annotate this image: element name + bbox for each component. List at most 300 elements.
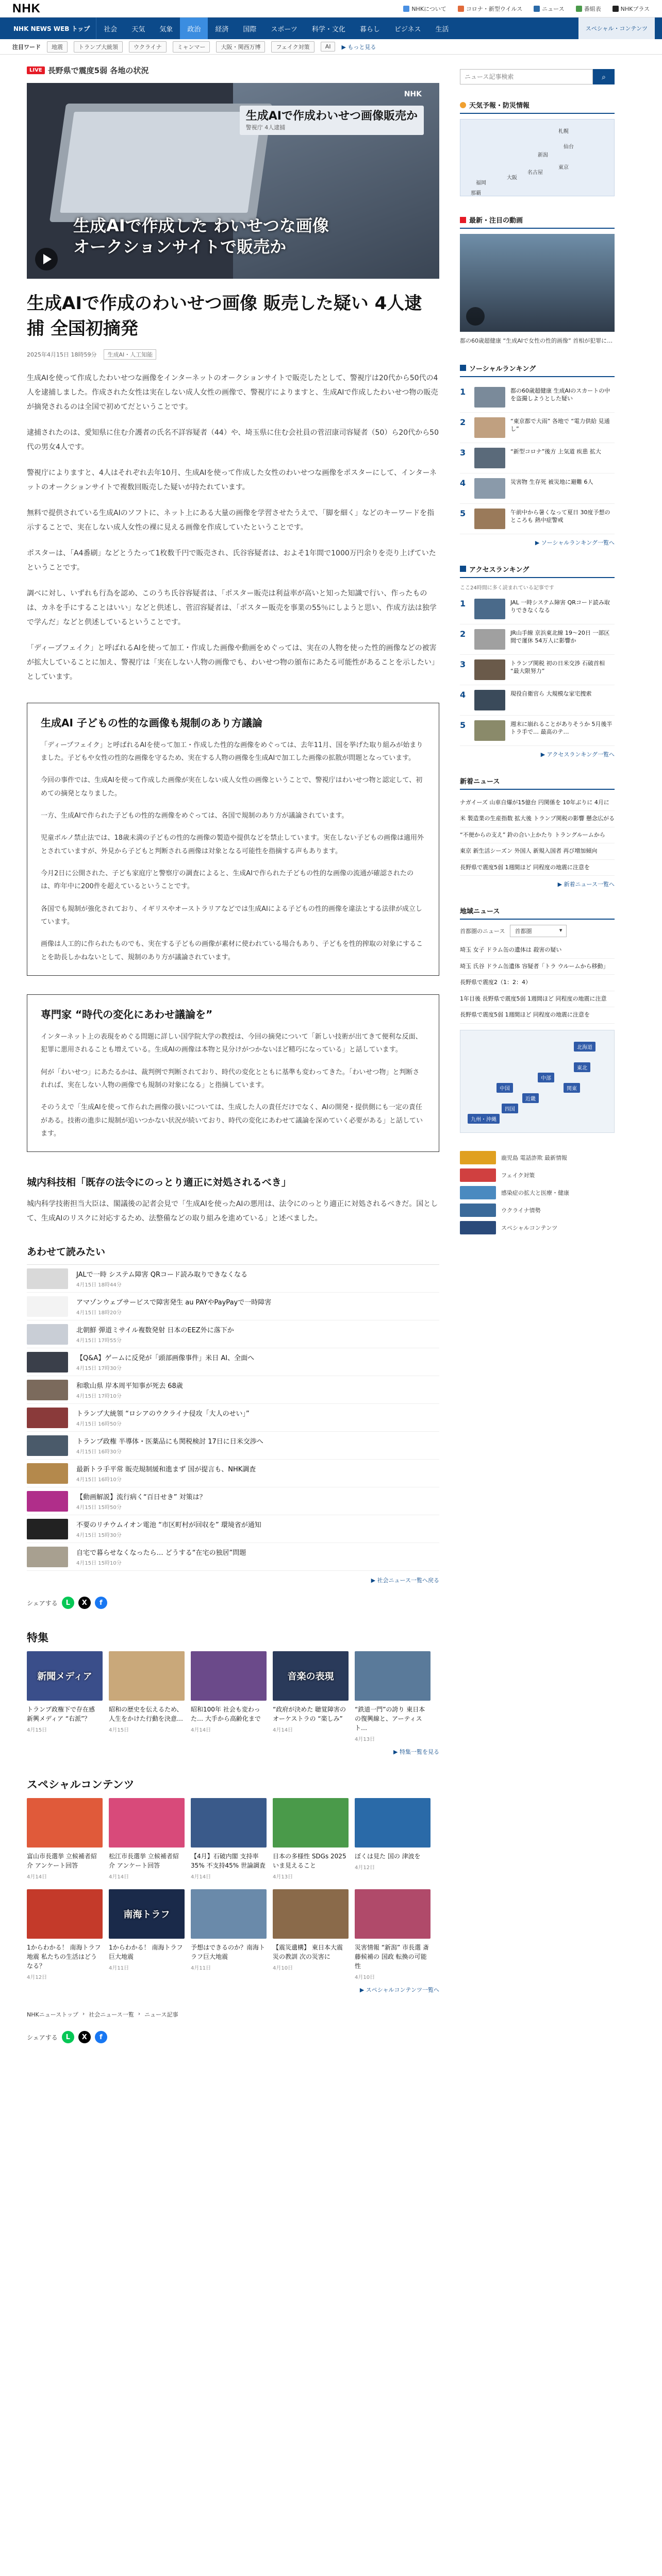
local-news-item[interactable]: 長野県で震度5弱 1週間ほど 同程度の地震に注意を: [460, 1007, 615, 1024]
related-thumbnail: [27, 1463, 68, 1484]
expert-box: [27, 994, 439, 1152]
map-region[interactable]: 東北: [574, 1062, 590, 1072]
x-share-icon[interactable]: X: [78, 1597, 91, 1609]
related-item[interactable]: [27, 1376, 439, 1404]
weather-city: 東京: [558, 165, 569, 171]
feature-card-title: 予想はできるのか？南海トラフ巨大地震: [191, 1944, 266, 1961]
feature-card-title: 昭和100年 社会も変わった… 大手から高齢化まで: [191, 1706, 261, 1723]
local-news-selector: [460, 925, 615, 937]
feature-card[interactable]: [355, 1651, 431, 1742]
feature-card-image: [27, 1889, 103, 1939]
related-thumbnail: [27, 1296, 68, 1317]
article-paragraph: 生成AIを使って作成したわいせつな画像をインターネットのオークションサイトで販売したとして、警視庁は20代から50代の4人を逮捕しました。作成された女性は実在しない成人女性の画像で、警視庁によりますと、生成AIで作成したわいせつ物の販売が摘発されるのは全国で初めてだということです。: [27, 374, 438, 411]
special-cards: [27, 1798, 439, 1880]
ranking-thumbnail: [474, 387, 505, 408]
related-thumbnail: [27, 1435, 68, 1456]
local-news-item[interactable]: 長野県で震度2（1：2：4）: [460, 975, 615, 991]
live-badge: LIVE: [27, 66, 45, 74]
ranking-item[interactable]: [460, 624, 615, 655]
hot-words-label: 注目ワード: [12, 43, 41, 50]
banner-link[interactable]: スペシャルコンテンツ: [460, 1221, 615, 1235]
related-title: 最新トラ手平常 販売規制緩和進まず 国が提言も、NHK調査: [76, 1466, 256, 1474]
expert-paragraph: 何が「わいせつ」にあたるかは、裁判例で判断されており、時代の変化とともに基準も変わってきた。「わいせつ物」と判断されれば、実在しない人物の画像でも規制の対象になる」と指摘しています。: [41, 1068, 420, 1090]
minister-paragraph: 城内科学技術担当大臣は、閣議後の記者会見で「生成AIを使ったAIの悪用は、法令にのっとり適正に対処されるべきだ。国として、生成AIのリスクに対応するため、法整備などの取り組みを進めている」と述べました。: [27, 1200, 438, 1223]
main-column: [27, 65, 439, 2043]
ranking-item[interactable]: [460, 443, 615, 473]
ranking-title: “新型コロナ”後方 上気道 疾患 拡大: [510, 448, 601, 455]
feature-card[interactable]: [273, 1798, 349, 1880]
ranking-item[interactable]: [460, 413, 615, 443]
related-item[interactable]: [27, 1265, 439, 1293]
local-news-item[interactable]: 埼玉 女子 ドラム缶の遺体は 殺害の疑い: [460, 942, 615, 959]
map-region[interactable]: 北海道: [574, 1042, 595, 1052]
sidebar-box-ai-regulation: [27, 703, 439, 976]
ranking-title: 現役自衛官ら 大規模な家宅捜索: [510, 690, 592, 697]
region-select[interactable]: 首都圏 ▾: [510, 925, 567, 937]
expert-paragraph: そのうえで「生成AIを使って作られた画像の扱いについては、生成した人の責任だけでなく、AIの開発・提供側にも一定の責任がある。技術の進歩に規制が追いつかない状況が続いており、時代の変化にあわせて議論を深めていく必要がある」と話しています。: [41, 1104, 423, 1138]
share-bar: [27, 1597, 439, 1609]
hot-word-tag[interactable]: AI: [321, 42, 336, 52]
ranking-thumbnail: [474, 509, 505, 529]
weather-city: 福岡: [476, 180, 486, 186]
facebook-share-icon[interactable]: f: [95, 1597, 107, 1609]
banner-image: [460, 1186, 496, 1199]
feature-card-title: 【震災遺構】 東日本大震災の教訓 次の災害に: [273, 1944, 343, 1961]
related-date: 4月15日 15時30分: [76, 1533, 122, 1539]
ranking-thumbnail: [474, 599, 505, 619]
page-wrap: [27, 55, 635, 2043]
feature-card[interactable]: [355, 1889, 431, 1980]
breadcrumb: NHKニューストップ › 社会ニュース一覧 › ニュース記事: [27, 2010, 178, 2019]
related-item[interactable]: [27, 1348, 439, 1376]
feature-card-title: “政府が決めた 聴覚障害のオーケストラの “楽しみ”: [273, 1706, 346, 1723]
feature-card-image: [27, 1798, 103, 1848]
feature-card-image: [191, 1798, 267, 1848]
features-cards: [27, 1651, 439, 1742]
box-paragraph: 児童ポルノ禁止法では、18歳未満の子どもの性的な画像の製造や提供などを禁止しています。実在しない子どもの画像は適用外とされていますが、外見から子どもと判断される画像は対象となる可能性を指摘する声もあります。: [41, 834, 424, 855]
feature-card[interactable]: [273, 1889, 349, 1980]
map-region[interactable]: 四国: [502, 1104, 518, 1113]
live-text: 長野県で震度5弱 各地の状況: [47, 66, 149, 75]
top-link[interactable]: ニュース: [534, 5, 564, 13]
related-text: [76, 1325, 234, 1344]
related-list: [27, 1264, 439, 1571]
nav-item[interactable]: 科学・文化: [311, 25, 345, 33]
link-icon: [613, 6, 619, 12]
video-title: 最新・注目の動画: [460, 215, 615, 229]
nav-item[interactable]: 国際: [243, 25, 257, 33]
related-date: 4月15日 16時50分: [76, 1421, 122, 1428]
article-category[interactable]: 生成AI・人工知能: [104, 349, 156, 360]
feature-card-image: 新聞メディア: [27, 1651, 103, 1701]
feature-card-title: トランプ政権下で存在感 新興メディア “右派”？: [27, 1706, 95, 1723]
access-ranking-list: [460, 594, 615, 746]
feature-card-image: [355, 1651, 431, 1701]
feature-card[interactable]: [27, 1651, 103, 1742]
article-paragraph: 「ディープフェイク」と呼ばれるAIを使って加工・作成した画像や動画をめぐっては、実在の人物を使った性的画像などの被害が拡大していることに加え、警視庁は「実在しない人物の画像でも、わいせつ物の頒布にあたる可能性があることを示したい」としています。: [27, 643, 439, 681]
weather-city: 札幌: [558, 129, 569, 134]
breadcrumb-item[interactable]: 社会ニュース一覧: [89, 2011, 134, 2019]
feature-card-date: 4月14日: [27, 1874, 47, 1880]
nav-item[interactable]: ビジネス: [394, 25, 421, 33]
article-body: [27, 371, 439, 684]
feature-card-title: 【4月】石破内閣 支持率35% 不支持45% 世論調査: [191, 1853, 266, 1870]
related-thumbnail: [27, 1268, 68, 1289]
nav-special[interactable]: スペシャル・コンテンツ: [578, 18, 655, 39]
related-title: アマゾンウェブサービスで障害発生 au PAYやPayPayで一時障害: [76, 1299, 272, 1307]
ranking-item[interactable]: [460, 504, 615, 534]
related-title: 北朝鮮 弾道ミサイル複数発射 日本のEEZ外に落下か: [76, 1327, 234, 1335]
related-item[interactable]: [27, 1543, 439, 1571]
feature-card-image: [191, 1651, 267, 1701]
nhk-logo[interactable]: NHK: [12, 1, 41, 15]
article-date: 2025年4月15日 18時59分: [27, 351, 97, 358]
search-button[interactable]: [593, 69, 615, 84]
feature-card-image: [273, 1798, 349, 1848]
related-date: 4月15日 17時55分: [76, 1338, 122, 1344]
related-date: 4月15日 16時10分: [76, 1477, 122, 1483]
facebook-share-icon[interactable]: f: [95, 2031, 107, 2043]
social-ranking-list: [460, 382, 615, 534]
related-date: 4月15日 17時30分: [76, 1366, 122, 1372]
video-icon: [460, 217, 466, 223]
related-date: 4月15日 18時20分: [76, 1310, 122, 1316]
feature-card-date: 4月15日: [27, 1727, 47, 1734]
nav-item[interactable]: 暮らし: [359, 25, 380, 33]
feature-card-image: [191, 1889, 267, 1939]
feature-card[interactable]: [191, 1798, 267, 1880]
feature-card[interactable]: [191, 1651, 267, 1742]
minister-title: 城内科技相「既存の法令にのっとり適正に対処されるべき」: [27, 1177, 291, 1189]
ranking-item[interactable]: [460, 382, 615, 413]
related-title: JALで一時 システム障害 QRコード読み取りできなくなる: [76, 1271, 247, 1279]
ranking-number: 1: [460, 386, 466, 397]
line-share-icon[interactable]: L: [62, 2031, 74, 2043]
feature-card[interactable]: [109, 1798, 185, 1880]
feature-card-title: 松江市長選挙 立候補者紹介 アンケート回答: [109, 1853, 179, 1870]
weather-city: 那覇: [471, 191, 481, 196]
link-icon: [534, 6, 540, 12]
related-thumbnail: [27, 1491, 68, 1512]
hot-words-more[interactable]: ▶ もっと見る: [341, 43, 376, 50]
latest-news-item[interactable]: 米 製造業の生産指数 拡大後 トランプ関税の影響 懸念広がる: [460, 811, 615, 827]
feature-card-image: [355, 1798, 431, 1848]
nav-item[interactable]: 生活: [435, 25, 449, 33]
search-icon: ⌕: [602, 72, 606, 81]
feature-card-date: 4月14日: [191, 1874, 211, 1880]
feature-card-title: 富山市長選挙 立候補者紹介 アンケート回答: [27, 1853, 97, 1870]
top-link[interactable]: NHKについて: [403, 5, 446, 13]
ranking-item[interactable]: [460, 473, 615, 504]
weather-city: 新潟: [538, 152, 548, 158]
feature-card-date: 4月13日: [273, 1874, 293, 1880]
box-paragraph: 今回の事件では、生成AIを使って作成した画像が実在しない成人女性の画像ということで、警視庁はわいせつ物と認定して、初めての摘発となりました。: [41, 776, 423, 798]
ranking-item[interactable]: [460, 655, 615, 685]
play-icon[interactable]: [35, 248, 58, 270]
related-item[interactable]: [27, 1404, 439, 1432]
weather-icon: [460, 102, 466, 108]
related-title: 【Q&A】ゲームに反発が「頭部画像事件」米日 AI、全面へ: [76, 1354, 255, 1363]
related-text: [76, 1297, 271, 1316]
search-input[interactable]: [460, 69, 593, 84]
weather-city: 大阪: [507, 175, 517, 181]
ranking-title: トランプ関税 初の日米交渉 石破首相 “最大限努力”: [510, 659, 605, 675]
weather-title: 天気予報・防災情報: [460, 100, 615, 114]
feature-card[interactable]: [355, 1798, 431, 1880]
ranking-thumbnail: [474, 690, 505, 710]
feature-card-image: [355, 1889, 431, 1939]
ranking-number: 3: [460, 447, 466, 457]
ranking-title: JAL 一時システム障害 QRコード読み取りできなくなる: [510, 599, 610, 614]
related-item[interactable]: [27, 1487, 439, 1515]
expert-title: 専門家 “時代の変化にあわせ議論を”: [41, 1008, 213, 1021]
feature-card-image: 音楽の表現: [273, 1651, 349, 1701]
line-share-icon[interactable]: L: [62, 1597, 74, 1609]
related-title: 自宅で暮らせなくなったら… どうする“在宅の独居”問題: [76, 1549, 246, 1557]
weather-widget[interactable]: [460, 119, 615, 196]
banner-image: [460, 1221, 496, 1234]
local-news-item[interactable]: 1年目後 長野県で震度5弱 1週間ほど 同程度の地震に注意: [460, 991, 615, 1008]
banner-link[interactable]: 鹿児島 電話詐欺 最新情報: [460, 1150, 615, 1165]
ranking-number: 1: [460, 598, 466, 608]
hot-word-tag[interactable]: トランプ大統領: [74, 41, 123, 53]
feature-card-date: 4月12日: [355, 1865, 375, 1871]
map-region[interactable]: 中国: [496, 1083, 513, 1093]
related-text: [76, 1380, 183, 1399]
ranking-thumbnail: [474, 659, 505, 680]
nav-item[interactable]: 経済: [215, 25, 229, 33]
share-bar-bottom: [27, 2031, 439, 2043]
related-text: [76, 1492, 206, 1511]
ranking-title: 都の60歳超健康 生成AIのスカートの中を盗撮しようとした疑い: [510, 387, 610, 402]
latest-news-item[interactable]: 東京 新生活シーズン 外国人 新規入国者 再び増加傾向: [460, 843, 615, 860]
article-paragraph: 無料で提供されている生成AIのソフトに、ネット上にある大量の画像を学習させたうえで、「脚を細く」などのキーワードを指示することで、実在しない成人女性の裸に見える画像を作成していたということです。: [27, 509, 435, 532]
box-paragraph: 各国でも規制が強化されており、イギリスやオーストラリアなどでは生成AIによる子どもの性的画像を違法とする法律が成立しています。: [41, 905, 422, 926]
local-news-list: [460, 942, 615, 1024]
related-text: [76, 1269, 247, 1288]
related-text: [76, 1408, 250, 1427]
access-ranking-more[interactable]: ▶ アクセスランキング一覧へ: [540, 751, 615, 758]
ranking-item[interactable]: [460, 685, 615, 716]
feature-card-date: 4月14日: [191, 1727, 211, 1734]
related-text: [76, 1519, 261, 1538]
hot-word-tag[interactable]: 地震: [47, 41, 68, 53]
latest-news-item[interactable]: 長野県で震度5弱 1週間ほど 同程度の地震に注意を: [460, 860, 615, 876]
article-title: 生成AIで作成のわいせつ画像 販売した疑い 4人逮捕 全国初摘発: [27, 293, 422, 340]
weather-city: 名古屋: [527, 170, 543, 176]
article-meta: [27, 349, 439, 360]
banner-image: [460, 1168, 496, 1182]
feature-card-title: 昭和の歴史を伝えるため、人生をかけた行動を決意…: [109, 1706, 184, 1723]
ranking-thumbnail: [474, 629, 505, 650]
related-title: トランプ大統領 “ロシアのウクライナ侵攻「大人のせい」”: [76, 1410, 250, 1418]
ranking-item[interactable]: [460, 594, 615, 624]
hero-nhk-mark: NHK: [404, 90, 422, 98]
local-news-title: 地域ニュース: [460, 906, 615, 920]
latest-news-item[interactable]: “不便からの支え” 鈴の合い上かたり トラングルームから: [460, 827, 615, 844]
main-nav: [0, 18, 662, 39]
nav-item-active[interactable]: 政治: [180, 18, 208, 39]
feature-card-date: 4月10日: [273, 1965, 293, 1972]
top-link[interactable]: 番組表: [576, 5, 601, 13]
ranking-number: 4: [460, 689, 466, 700]
related-text: [76, 1547, 246, 1566]
banner-image: [460, 1204, 496, 1217]
minister-section: [27, 1175, 439, 1226]
related-date: 4月15日 15時10分: [76, 1561, 122, 1567]
latest-news-item[interactable]: ナガイーズ 山車自爆が15億台 円関係を 10年ぶりに 4月に: [460, 795, 615, 811]
hero-laptop-screen: [60, 112, 262, 213]
related-thumbnail: [27, 1324, 68, 1345]
sidebar: [460, 65, 615, 2043]
hot-word-tag[interactable]: ミャンマー: [173, 41, 210, 53]
ranking-thumbnail: [474, 417, 505, 438]
ranking-thumbnail: [474, 720, 505, 741]
ranking-number: 4: [460, 478, 466, 488]
nav-brand[interactable]: NHK NEWS WEB トップ: [7, 18, 96, 39]
banner-link[interactable]: フェイク対策: [460, 1168, 615, 1182]
related-title: トランプ政権 半導体・医薬品にも関税検討 17日に日米交渉へ: [76, 1438, 263, 1446]
banner-link[interactable]: ウクライナ情勢: [460, 1203, 615, 1217]
feature-card[interactable]: [191, 1889, 267, 1980]
related-item[interactable]: [27, 1432, 439, 1460]
share-label: シェアする: [27, 2033, 58, 2041]
related-item[interactable]: [27, 1515, 439, 1543]
search-bar: [460, 69, 615, 84]
related-date: 4月15日 15時50分: [76, 1505, 122, 1511]
related-title: あわせて読みたい: [27, 1246, 106, 1258]
local-news-item[interactable]: 埼玉 氏谷 ドラム缶遺体 容疑者「トラ ウルームから移動」: [460, 959, 615, 975]
link-icon: [576, 6, 582, 12]
featured-video-caption[interactable]: 都の60歳超健康 “生成AIで女性の性的画像” 首相が犯罪に…: [460, 337, 613, 344]
ranking-icon: [460, 365, 466, 371]
nav-item[interactable]: 社会: [104, 25, 118, 33]
play-icon[interactable]: [466, 307, 485, 326]
hot-words: [0, 39, 662, 55]
special-cards-2: [27, 1889, 439, 1980]
feature-card[interactable]: [109, 1651, 185, 1742]
latest-news-list: [460, 795, 615, 876]
banner-link[interactable]: 感染症の拡大と医療・健康: [460, 1185, 615, 1200]
ranking-icon: [460, 566, 466, 572]
ranking-number: 2: [460, 629, 466, 639]
ranking-title: 災害物 生存死 被災地に避難 6人: [510, 478, 593, 485]
hot-word-tag[interactable]: フェイク対策: [271, 41, 314, 53]
related-text: [76, 1352, 254, 1371]
top-link[interactable]: コロナ・新型ウイルス: [458, 5, 522, 13]
ranking-number: 5: [460, 720, 466, 730]
article-paragraph: 逮捕されたのは、愛知県に住む介護者の氏名不詳容疑者（44）や、埼玉県に住む会社員の菅沼康司容疑者（50）ら20代から50代の男女4人です。: [27, 428, 439, 451]
feature-card-title: 日本の多様性 SDGs 2025 いま見えること: [273, 1853, 346, 1870]
ranking-title: 週末に崩れることがありそうか 5月後半 トラ手で… 最高のテ…: [510, 720, 613, 736]
features-more-link[interactable]: ▶ 特集一覧を見る: [393, 1749, 439, 1756]
weather-city: 仙台: [564, 144, 574, 150]
related-title: 和歌山県 岸本周平知事が死去 68歳: [76, 1382, 183, 1391]
related-thumbnail: [27, 1352, 68, 1372]
related-text: [76, 1436, 263, 1455]
map-region[interactable]: 関東: [564, 1083, 580, 1093]
top-bar: [0, 0, 662, 18]
hero-video[interactable]: [27, 83, 439, 279]
feature-card-image: [273, 1889, 349, 1939]
feature-card-date: 4月12日: [27, 1975, 47, 1981]
related-thumbnail: [27, 1519, 68, 1539]
ranking-thumbnail: [474, 448, 505, 468]
social-ranking-more[interactable]: ▶ ソーシャルランキング一覧へ: [535, 539, 615, 546]
ranking-number: 3: [460, 659, 466, 669]
map-region[interactable]: 中部: [538, 1073, 554, 1082]
access-ranking-title: アクセスランキング: [460, 564, 615, 578]
feature-card-date: 4月11日: [191, 1965, 211, 1972]
featured-video[interactable]: [460, 234, 615, 332]
article-paragraph: 警視庁によりますと、4人はそれぞれ去年10月、生成AIを使って作成した女性のわいせつな画像をポスターにして、インターネットのオークションサイトで複数回販売した疑いが持たれています。: [27, 468, 437, 492]
feature-card-title: ぼくは見た 国の 津波を: [355, 1853, 421, 1860]
breadcrumb-item[interactable]: NHKニューストップ: [27, 2011, 78, 2019]
social-ranking-title: ソーシャルランキング: [460, 363, 615, 377]
latest-news-title: 新着ニュース: [460, 776, 615, 790]
latest-news-more[interactable]: ▶ 新着ニュース一覧へ: [557, 881, 615, 888]
ranking-item[interactable]: [460, 716, 615, 746]
related-more-link[interactable]: ▶ 社会ニュース一覧へ戻る: [371, 1577, 439, 1584]
map-region[interactable]: 九州・沖縄: [468, 1114, 500, 1124]
article-paragraph: ポスターは、「A4番刷」などとうたって1枚数千円で販売され、氏谷容疑者は、およそ1年間で1000万円余りを売り上げていたということです。: [27, 549, 436, 572]
special-more-link[interactable]: ▶ スペシャルコンテンツ一覧へ: [359, 1987, 439, 1994]
feature-card[interactable]: [109, 1889, 185, 1980]
feature-card[interactable]: [273, 1651, 349, 1742]
related-text: [76, 1464, 256, 1483]
features-title: 特集: [27, 1632, 48, 1645]
feature-card-image: 南海トラフ: [109, 1889, 185, 1939]
live-banner[interactable]: [27, 65, 439, 76]
feature-card-title: 1からわかる！ 南海トラフ地震 私たちの生活はどうなる？: [27, 1944, 101, 1970]
feature-card[interactable]: [27, 1798, 103, 1880]
chevron-down-icon: ▾: [559, 927, 562, 934]
nav-item[interactable]: 気象: [159, 25, 173, 33]
feature-card-date: 4月15日: [109, 1727, 129, 1734]
feature-card[interactable]: [27, 1889, 103, 1980]
related-item[interactable]: [27, 1320, 439, 1348]
hero-caption-bottom: 生成AIで作成した わいせつな画像 オークションサイトで販売か: [73, 215, 329, 257]
nav-item[interactable]: 天気: [131, 25, 145, 33]
share-label: シェアする: [27, 1599, 58, 1607]
link-icon: [458, 6, 464, 12]
top-link[interactable]: NHKプラス: [613, 5, 650, 13]
local-select-label: 首都圏のニュース: [460, 928, 505, 935]
hot-word-tag[interactable]: ウクライナ: [129, 41, 167, 53]
ranking-title: JR山手線 京浜東北線 19〜20日 一部区間で運休 54万人に影響か: [510, 629, 610, 645]
feature-card-title: 災害情報 “新潟” 市長選 斎藤候補の 国政 転換の可能性: [355, 1944, 429, 1970]
related-date: 4月15日 17時10分: [76, 1394, 122, 1400]
related-title: 不要のリチウムイオン電池 “市区町村が回収を” 環境省が通知: [76, 1521, 261, 1530]
top-links: [403, 5, 650, 13]
ranking-number: 2: [460, 417, 466, 427]
related-title: 【動画解説】流行病く“百日せき” 対策は？: [76, 1494, 206, 1502]
related-thumbnail: [27, 1547, 68, 1567]
box-paragraph: 一方、生成AIで作られた子どもの性的な画像をめぐっては、各国で規制のあり方が議論されています。: [41, 811, 349, 820]
related-item[interactable]: [27, 1293, 439, 1320]
x-share-icon[interactable]: X: [78, 2031, 91, 2043]
nav-item[interactable]: スポーツ: [271, 25, 297, 33]
feature-card-image: [109, 1798, 185, 1848]
map-region[interactable]: 近畿: [522, 1093, 539, 1103]
hot-word-tag[interactable]: 大阪・関西万博: [216, 41, 265, 53]
related-item[interactable]: [27, 1460, 439, 1487]
access-ranking-note: ここ24時間に多く読まれている記事です: [460, 585, 554, 591]
ranking-number: 5: [460, 508, 466, 518]
breadcrumb-item: ニュース記事: [144, 2011, 178, 2019]
hero-caption-right: 生成AIで作成わいせつ画像販売か 警視庁 4人逮捕: [240, 106, 424, 135]
box-paragraph: 今月2日に公開された、子ども家庭庁と警察庁の調査によると、生成AIで作られた子どもの性的な画像の流通が確認されたのは、昨年中に200件を超えているということです。: [41, 870, 413, 891]
